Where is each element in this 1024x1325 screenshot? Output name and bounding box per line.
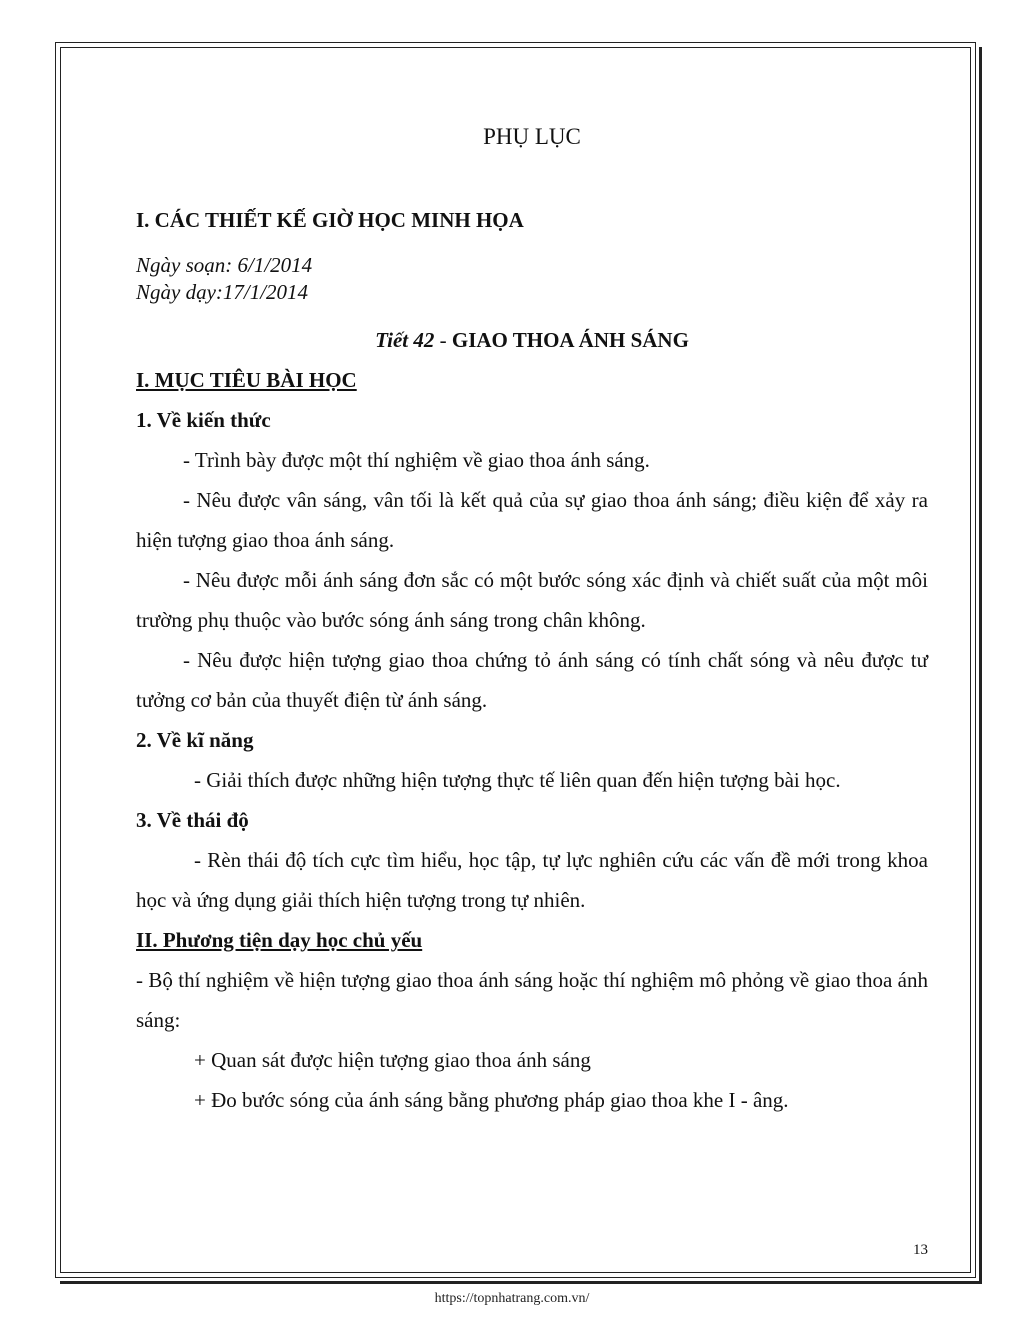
attitude-title: 3. Về thái độ [136, 808, 249, 832]
teaching-aids-item: + Đo bước sóng của ánh sáng bằng phương pháp giao thoa khe I - âng. [194, 1088, 789, 1112]
knowledge-item: - Nêu được vân sáng, vân tối là kết quả của sự giao thoa ánh sáng; điều kiện để xảy ra hiện tượng giao thoa ánh sáng. [136, 488, 928, 552]
knowledge-title: 1. Về kiến thức [136, 408, 271, 432]
date-prepared: Ngày soạn: 6/1/2014 [136, 253, 313, 277]
lesson-name: GIAO THOA ÁNH SÁNG [451, 328, 689, 352]
attitude-item: - Rèn thái độ tích cực tìm hiểu, học tập, tự lực nghiên cứu các vấn đề mới trong khoa học và ứng dụng giải thích hiện tượng trong tự nhiên. [136, 848, 928, 912]
page-number: 13 [913, 1242, 928, 1258]
date-taught: Ngày dạy:17/1/2014 [136, 280, 309, 304]
knowledge-item: - Nêu được mỗi ánh sáng đơn sắc có một bước sóng xác định và chiết suất của một môi trường phụ thuộc vào bước sóng ánh sáng trong chân không. [136, 568, 928, 632]
lesson-separator: - [434, 328, 452, 352]
skills-title: 2. Về kĩ năng [136, 728, 254, 752]
skills-item: - Giải thích được những hiện tượng thực tế liên quan đến hiện tượng bài học. [194, 768, 841, 792]
teaching-aids-intro: - Bộ thí nghiệm về hiện tượng giao thoa ánh sáng hoặc thí nghiệm mô phỏng về giao thoa ánh sáng: [136, 968, 928, 1032]
document-content [136, 120, 928, 1120]
lesson-title [136, 320, 928, 360]
section-title-designs: I. CÁC THIẾT KẾ GIỜ HỌC MINH HỌA [136, 208, 524, 232]
footer-url[interactable]: https://topnhatrang.com.vn/ [434, 1291, 590, 1306]
page-title: PHỤ LỤC [483, 124, 581, 149]
teaching-aids-title: II. Phương tiện dạy học chủ yếu [136, 928, 423, 952]
knowledge-item: - Nêu được hiện tượng giao thoa chứng tỏ ánh sáng có tính chất sóng và nêu được tư tưởng cơ bản của thuyết điện từ ánh sáng. [136, 648, 928, 712]
objectives-title: I. MỤC TIÊU BÀI HỌC [136, 368, 357, 392]
knowledge-item: - Trình bày được một thí nghiệm về giao thoa ánh sáng. [183, 448, 650, 472]
teaching-aids-item: + Quan sát được hiện tượng giao thoa ánh sáng [194, 1048, 591, 1072]
lesson-number: Tiết 42 [375, 328, 435, 352]
